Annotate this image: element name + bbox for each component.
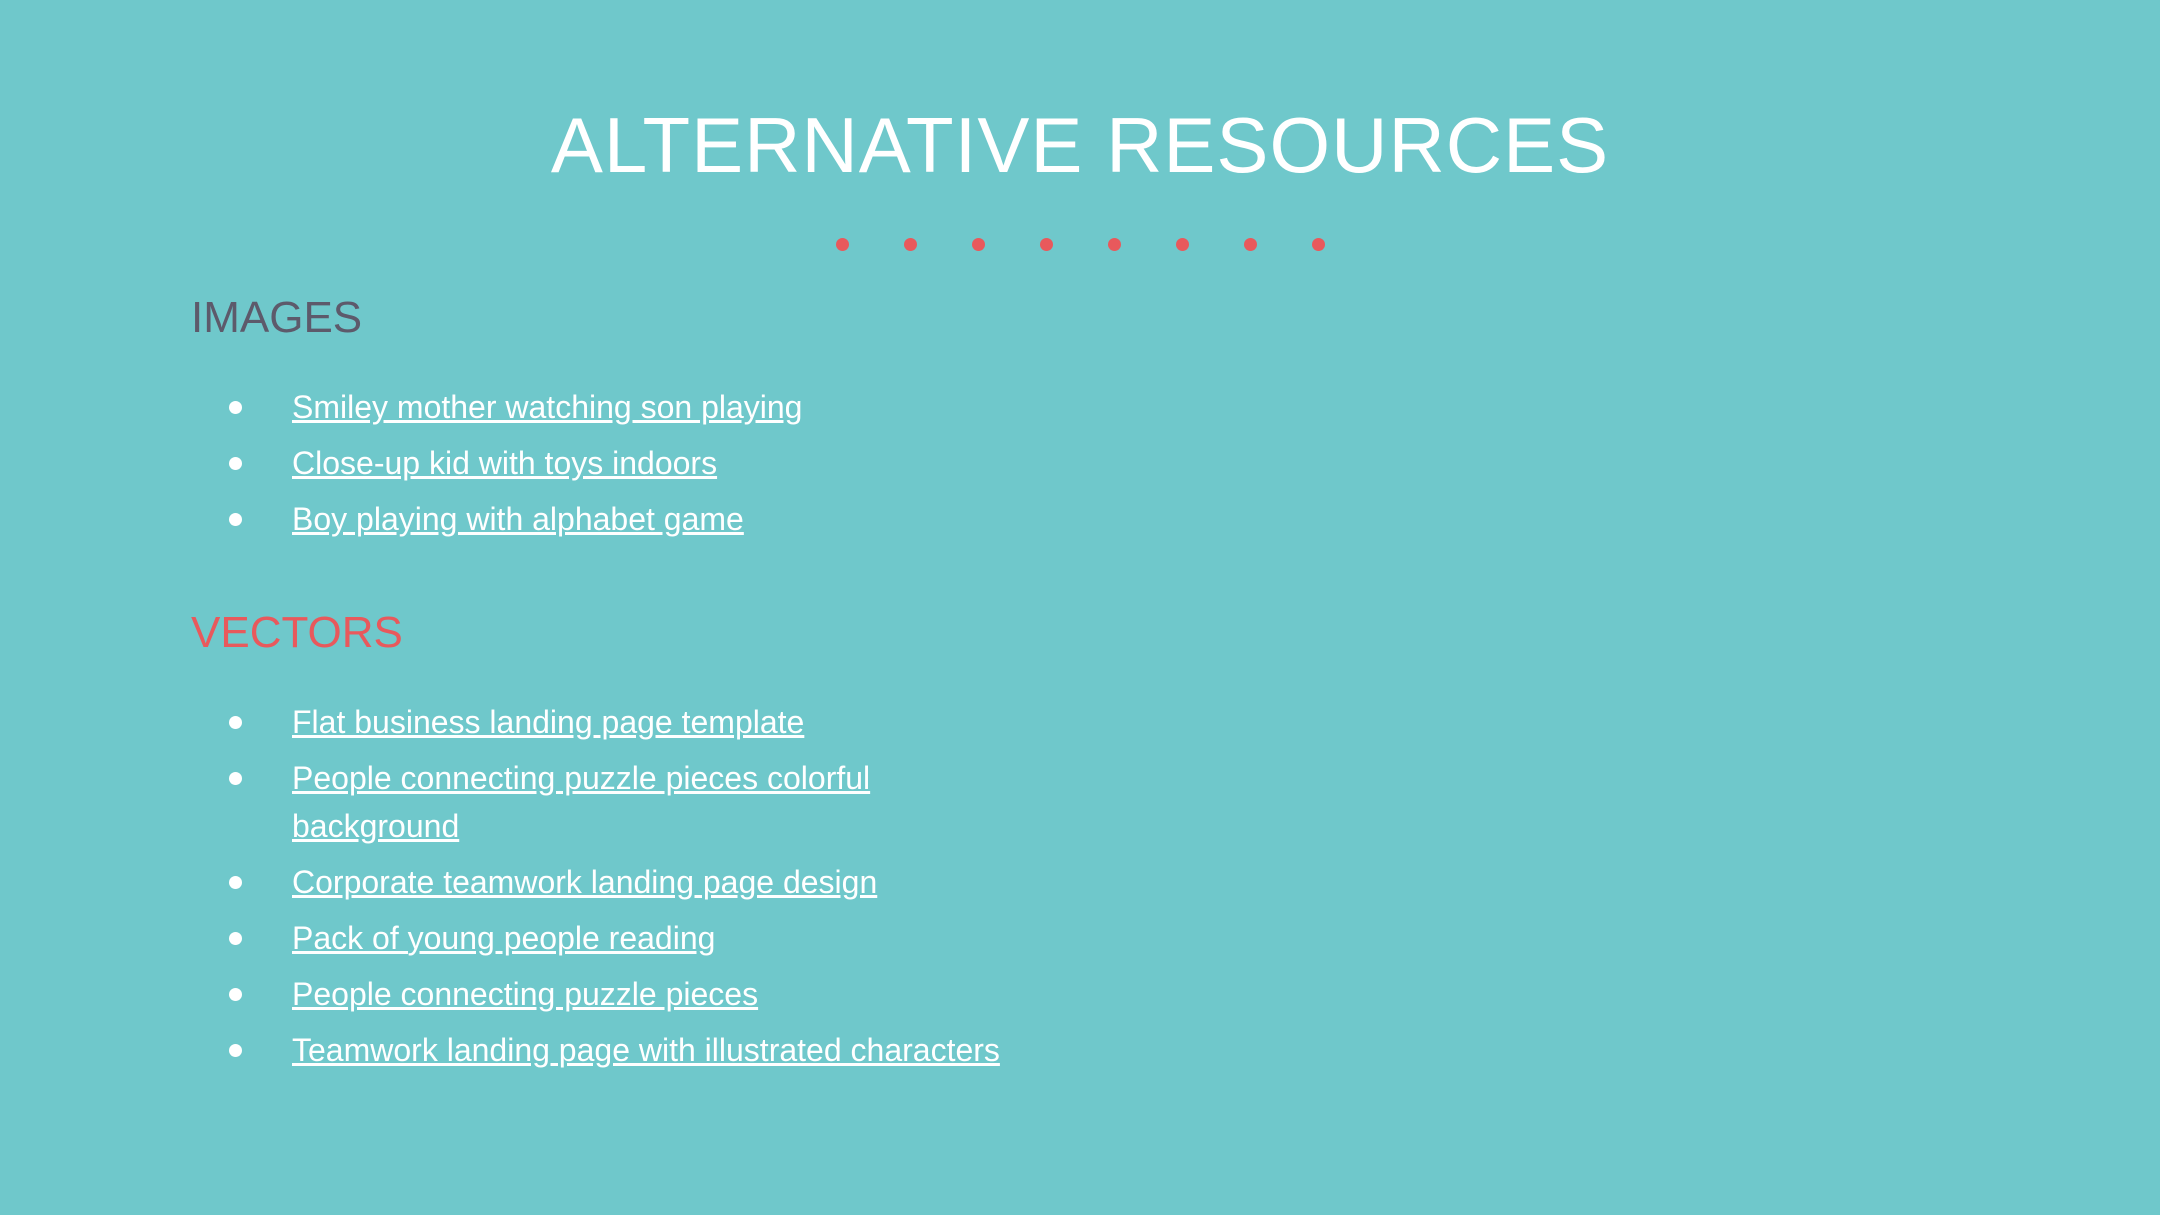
list-item [191,698,1891,746]
list-item [191,970,1891,1018]
resource-link[interactable]: Corporate teamwork landing page design [292,863,878,900]
divider-dot [1244,238,1257,251]
list-item [191,754,962,850]
images-link-list [191,383,1891,543]
resource-link[interactable]: Smiley mother watching son playing [292,388,803,425]
divider-dot [1176,238,1189,251]
list-item [191,1026,1891,1074]
divider-dot [1040,238,1053,251]
resource-link[interactable]: People connecting puzzle pieces colorful background [292,759,871,844]
resource-link[interactable]: Close-up kid with toys indoors [292,444,718,481]
divider-dot [1312,238,1325,251]
list-item [191,383,1891,431]
section-heading-images: IMAGES [191,293,363,342]
divider-dot [836,238,849,251]
divider-dot [1108,238,1121,251]
resource-link[interactable]: People connecting puzzle pieces [292,975,759,1012]
vectors-link-list [191,698,1891,1074]
resource-link[interactable]: Pack of young people reading [292,919,716,956]
page-title: ALTERNATIVE RESOURCES [550,101,1610,189]
content-area [191,292,1891,1082]
resource-link[interactable]: Teamwork landing page with illustrated characters [292,1031,1000,1068]
divider-dot [904,238,917,251]
list-item [191,439,1891,487]
resource-link[interactable]: Boy playing with alphabet game [292,500,744,537]
list-item [191,858,1891,906]
dot-divider [0,238,2160,251]
section-heading-vectors: VECTORS [191,607,403,657]
divider-dot [972,238,985,251]
resource-link[interactable]: Flat business landing page template [292,703,805,740]
list-item [191,495,1891,543]
list-item [191,914,1891,962]
